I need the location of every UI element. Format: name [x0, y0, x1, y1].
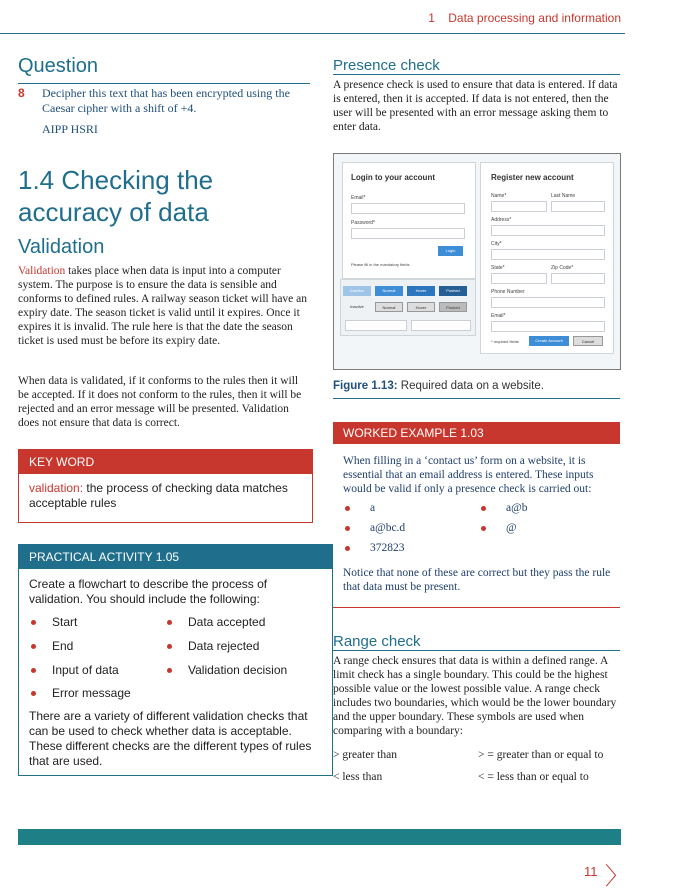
practical-activity-heading: PRACTICAL ACTIVITY 1.05 — [19, 545, 332, 569]
list-item-text: Input of data — [52, 663, 119, 677]
bullet-icon — [345, 526, 350, 531]
presence-check-rule — [333, 74, 620, 75]
bullet-icon — [167, 644, 172, 649]
state-hover: Hover — [407, 286, 435, 296]
symbol-greater: > greater than — [333, 749, 397, 761]
range-check-text: A range check ensures that data is within a defined range. A limit check has a single boundary. This could be the highest possible value or the lowest possible value. A range check includes two boundaries, which would be the lower boundary and the upper boundary. These symbols are used when comparing with a boundary: — [333, 655, 617, 737]
list-item-text: Data rejected — [188, 639, 260, 653]
question-number: 8 — [18, 86, 25, 100]
bullet-icon — [167, 620, 172, 625]
chapter-title: Data processing and information — [448, 11, 621, 25]
field-label: Zip Code* — [551, 265, 574, 271]
question-text: Decipher this text that has been encrypted using the Caesar cipher with a shift of +4. — [42, 86, 290, 115]
state-field[interactable] — [491, 273, 547, 284]
list-item — [167, 615, 265, 629]
worked-example-heading: WORKED EXAMPLE 1.03 — [333, 422, 620, 444]
field-label: Last Name — [551, 193, 576, 199]
figure-caption-text: Required data on a website. — [397, 380, 544, 392]
bullet-icon — [31, 668, 36, 673]
last-name-field[interactable] — [551, 201, 605, 212]
question-heading: Question — [18, 55, 99, 77]
login-title: Login to your account — [351, 173, 435, 182]
field-label: Password* — [351, 220, 375, 226]
header-rule — [0, 33, 625, 34]
list-item-text: @ — [506, 522, 517, 534]
key-word-text: the process of checking data matches acceptable rules — [29, 481, 288, 510]
bullet-icon — [481, 506, 486, 511]
state-normal: Normal — [375, 302, 403, 312]
name-field[interactable] — [491, 201, 547, 212]
list-item — [167, 663, 287, 677]
practical-activity-intro: Create a flowchart to describe the process of validation. You should include the following: — [29, 577, 268, 606]
list-item — [481, 502, 527, 514]
figure-caption-label: Figure 1.13: — [333, 380, 398, 392]
list-item-text: Validation decision — [188, 663, 288, 677]
list-item — [345, 502, 375, 514]
create-account-button[interactable]: Create Account — [529, 336, 569, 346]
required-note: Please fill in the mandatory fields — [351, 262, 410, 267]
footer-bar — [18, 829, 621, 845]
list-item — [481, 522, 517, 534]
next-page-arrow-icon[interactable]: 〉 — [605, 863, 629, 890]
list-item — [31, 639, 73, 653]
email-field[interactable] — [351, 203, 465, 214]
list-item-text: Error message — [52, 686, 131, 700]
bullet-icon — [31, 691, 36, 696]
validation-paragraph-2: When data is validated, if it conforms to the rules then it will be accepted. If it does not conform to the rules, then it will be rejected and an error message will be presented. Validation does not ensure that data is correct. — [18, 375, 302, 429]
symbol-less: < less than — [333, 771, 383, 783]
practical-activity-outro: There are a variety of different validation checks that can be used to check whether data is acceptable. These different checks are the different types of rules that are used. — [29, 709, 312, 768]
bullet-icon — [481, 526, 486, 531]
required-footnote: * required fields — [491, 339, 519, 344]
worked-example-outro: Notice that none of these are correct but they pass the rule that data must be present. — [343, 567, 611, 593]
range-check-heading: Range check — [333, 633, 421, 650]
list-item — [345, 542, 405, 554]
key-word-term: validation: — [29, 481, 84, 495]
list-item — [31, 663, 119, 677]
list-item-text: a@bc.d — [370, 522, 406, 534]
list-item — [167, 639, 259, 653]
cancel-button[interactable]: Cancel — [573, 336, 603, 346]
bullet-icon — [31, 644, 36, 649]
bullet-icon — [345, 546, 350, 551]
worked-example-rule — [333, 607, 620, 608]
validation-paragraph-1-text: takes place when data is input into a computer system. The purpose is to ensure the data is sensible and conforms to defined rules. A railway season ticket will have an expiry date. The season ticket is valid until it expires. Once it expires it is invalid. The rule here is that the date the season ticket is used must be before its expiry date. — [18, 265, 308, 347]
worked-example-box — [333, 422, 620, 608]
key-word-definition — [29, 481, 304, 511]
address-field[interactable] — [491, 225, 605, 236]
list-item-text: End — [52, 639, 74, 653]
question-rule — [18, 83, 310, 84]
button-states-panel — [340, 279, 476, 336]
cipher-text: AIPP HSRI — [42, 122, 98, 136]
caption-rule — [333, 398, 620, 399]
key-word-heading: KEY WORD — [19, 450, 312, 474]
bullet-icon — [345, 506, 350, 511]
field-label: State* — [491, 265, 505, 271]
figure-caption — [333, 380, 544, 392]
validation-heading: Validation — [18, 236, 105, 258]
presence-check-text: A presence check is used to ensure that data is entered. If data is entered, then it is accepted. If data is not entered, then the user will be presented with an error message asking them to enter data. — [333, 79, 618, 133]
list-item — [345, 522, 405, 534]
page-number: 11 — [584, 864, 598, 879]
state-inactive: Inactive — [343, 286, 371, 296]
range-check-rule — [333, 650, 620, 651]
list-item — [31, 615, 77, 629]
section-title: 1.4 Checking the accuracy of data — [18, 165, 214, 227]
worked-example-intro: When filling in a ‘contact us’ form on a website, it is essential that an email address is entered. These inputs would be valid if only a presence check is carried out: — [343, 455, 594, 495]
figure-forms-screenshot — [333, 153, 621, 370]
bullet-icon — [31, 620, 36, 625]
validation-keyword: Validation — [18, 265, 66, 277]
state-normal: Normal — [375, 286, 403, 296]
login-button[interactable]: Login — [438, 246, 463, 256]
register-panel — [480, 162, 614, 354]
list-item-text: 372823 — [370, 542, 405, 554]
state-pushed: Pushed — [439, 302, 467, 312]
list-item-text: Start — [52, 615, 78, 629]
list-item-text: a — [370, 502, 376, 514]
email-field[interactable] — [491, 321, 605, 332]
login-panel — [342, 162, 476, 279]
city-field[interactable] — [491, 249, 605, 260]
list-item — [31, 686, 131, 700]
field-label: Email* — [351, 195, 366, 201]
state-hover: Hover — [407, 302, 435, 312]
state-inactive: Inactive — [350, 304, 364, 309]
password-field[interactable] — [351, 228, 465, 239]
practical-activity-box — [18, 544, 333, 776]
chapter-number: 1 — [428, 11, 435, 25]
key-word-box — [18, 449, 313, 523]
field-label: City* — [491, 241, 502, 247]
symbol-less-equal: < = less than or equal to — [478, 771, 589, 783]
validation-paragraph-1 — [18, 264, 310, 348]
running-header — [428, 11, 621, 25]
sample-field — [411, 320, 471, 331]
field-label: Phone Number — [491, 289, 525, 295]
field-label: Name* — [491, 193, 507, 199]
register-title: Register new account — [491, 173, 574, 182]
phone-field[interactable] — [491, 297, 605, 308]
zip-field[interactable] — [551, 273, 605, 284]
symbol-greater-equal: > = greater than or equal to — [478, 749, 604, 761]
bullet-icon — [167, 668, 172, 673]
state-pushed: Pushed — [439, 286, 467, 296]
presence-check-heading: Presence check — [333, 57, 440, 74]
list-item-text: a@b — [506, 502, 528, 514]
field-label: Address* — [491, 217, 512, 223]
list-item-text: Data accepted — [188, 615, 266, 629]
sample-field — [345, 320, 407, 331]
field-label: Email* — [491, 313, 506, 319]
